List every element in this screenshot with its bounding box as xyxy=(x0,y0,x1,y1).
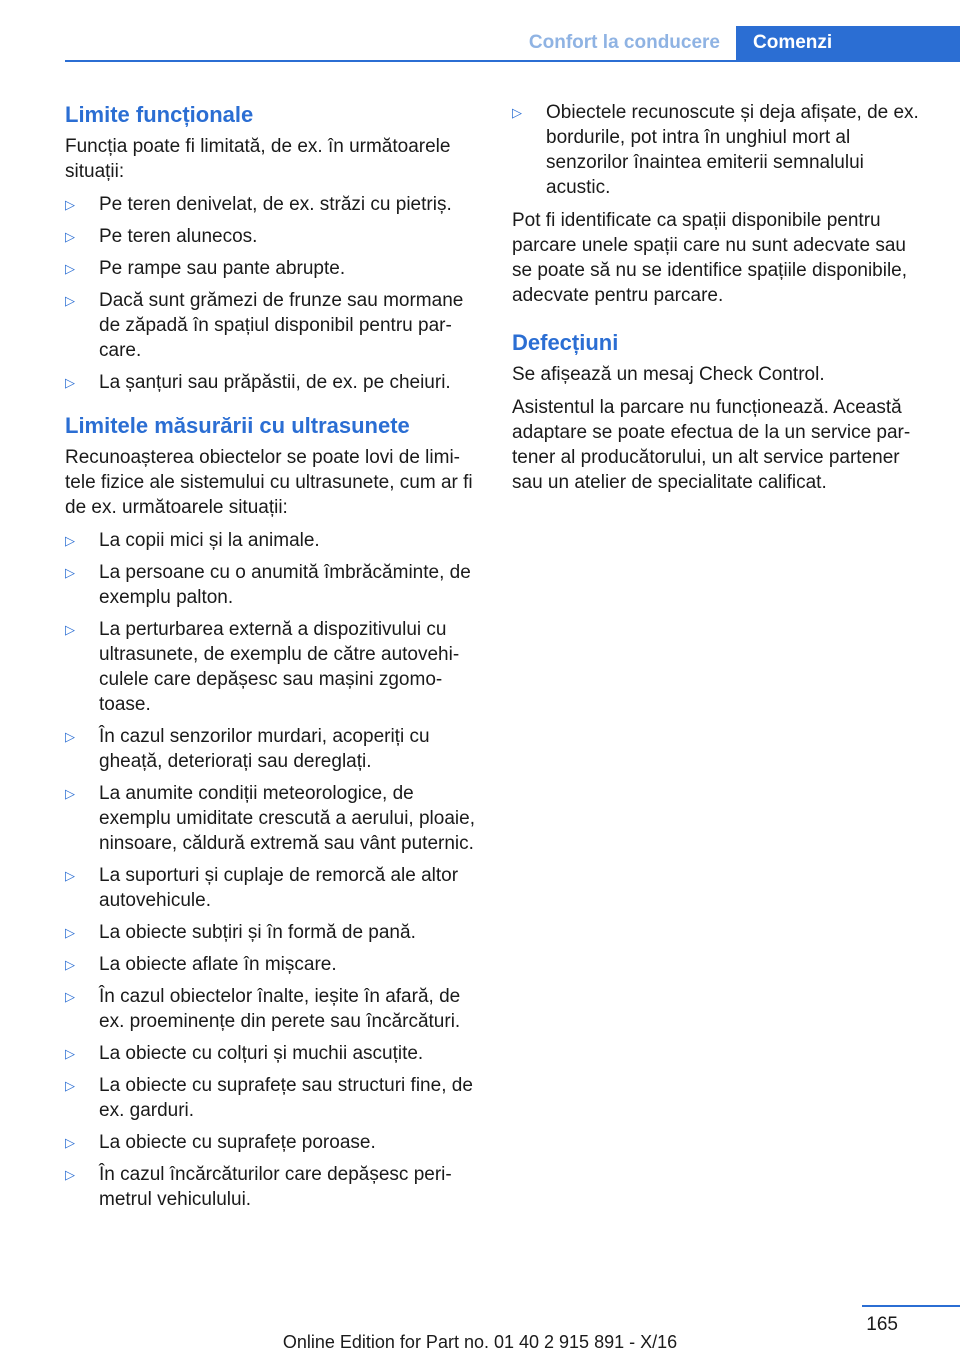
header-chapter-tab: Comenzi xyxy=(736,26,960,60)
list-item: ▷ La persoane cu o anumită îmbrăcăminte, de exemplu palton. xyxy=(65,562,471,608)
paragraph-check-control: Se afișează un mesaj Check Control. xyxy=(512,364,825,385)
paragraph-functional-limits: Funcția poate fi limitată, de ex. în următoarele situații: xyxy=(65,136,451,182)
triangle-bullet-icon: ▷ xyxy=(65,1167,75,1182)
triangle-bullet-icon: ▷ xyxy=(65,1135,75,1150)
triangle-bullet-icon: ▷ xyxy=(512,105,522,120)
list-item: ▷ La copii mici și la animale. xyxy=(65,530,320,551)
heading-malfunctions: Defecțiuni xyxy=(512,330,619,355)
triangle-bullet-icon: ▷ xyxy=(65,197,75,212)
triangle-bullet-icon: ▷ xyxy=(65,729,75,744)
left-column xyxy=(65,100,480,1220)
list-item: ▷ La perturbarea externă a dispozitivului cu ultrasunete, de exemplu de către autovehi-culele care depășesc sau mașini zgomo-toase. xyxy=(65,619,460,715)
triangle-bullet-icon: ▷ xyxy=(65,375,75,390)
list-item: ▷ În cazul senzorilor murdari, acoperiți cu gheață, deteriorați sau dereglați. xyxy=(65,726,430,772)
page-header xyxy=(0,0,960,62)
list-item: ▷ La obiecte cu colțuri și muchii ascuțite. xyxy=(65,1043,424,1064)
list-ultrasound-limits-continued xyxy=(512,100,930,200)
list-item: ▷ La suporturi și cuplaje de remorcă ale altor autovehicule. xyxy=(65,865,459,911)
header-section-title: Confort la conducere xyxy=(528,32,720,53)
right-column xyxy=(512,100,930,503)
paragraph-service-info: Asistentul la parcare nu funcționează. Această adaptare se poate efectua de la un service par-tener al producătorului, un alt service partener sau un atelier de specialitate calificat. xyxy=(512,397,911,493)
triangle-bullet-icon: ▷ xyxy=(65,622,75,637)
list-item: ▷ Pe rampe sau pante abrupte. xyxy=(65,258,346,279)
list-item: ▷ La obiecte subțiri și în formă de pană. xyxy=(65,922,416,943)
footer-divider xyxy=(862,1305,960,1307)
list-item: ▷ Obiectele recunoscute și deja afișate, de ex. bordurile, pot intra în unghiul mort al senzorilor înaintea emiterii semnalului acustic. xyxy=(512,102,919,198)
triangle-bullet-icon: ▷ xyxy=(65,925,75,940)
header-divider xyxy=(65,60,960,62)
list-item: ▷ La obiecte aflate în mișcare. xyxy=(65,954,337,975)
triangle-bullet-icon: ▷ xyxy=(65,229,75,244)
list-item: ▷ La obiecte cu suprafețe poroase. xyxy=(65,1132,376,1153)
list-item: ▷ În cazul încărcăturilor care depășesc peri-metrul vehiculului. xyxy=(65,1164,452,1210)
triangle-bullet-icon: ▷ xyxy=(65,786,75,801)
list-item: ▷ În cazul obiectelor înalte, ieșite în afară, de ex. proeminențe din perete sau încărcături. xyxy=(65,986,461,1032)
triangle-bullet-icon: ▷ xyxy=(65,261,75,276)
triangle-bullet-icon: ▷ xyxy=(65,293,75,308)
triangle-bullet-icon: ▷ xyxy=(65,1078,75,1093)
triangle-bullet-icon: ▷ xyxy=(65,1046,75,1061)
page-number: 165 xyxy=(866,1314,898,1335)
list-item: ▷ Pe teren alunecos. xyxy=(65,226,258,247)
list-item: ▷ La anumite condiții meteorologice, de exemplu umiditate crescută a aerului, ploaie, ninsoare, căldură extremă sau vânt puternic. xyxy=(65,783,475,854)
list-functional-limits xyxy=(65,192,480,395)
list-item: ▷ Pe teren denivelat, de ex. străzi cu pietriș. xyxy=(65,194,452,215)
triangle-bullet-icon: ▷ xyxy=(65,989,75,1004)
heading-ultrasound-limits: Limitele măsurării cu ultrasunete xyxy=(65,413,410,438)
triangle-bullet-icon: ▷ xyxy=(65,957,75,972)
triangle-bullet-icon: ▷ xyxy=(65,533,75,548)
paragraph-parking-spaces: Pot fi identificate ca spații disponibile pentru parcare unele spații care nu sunt adecvate sau se poate să nu se identifice spațiile disponibile, adecvate pentru parcare. xyxy=(512,210,908,306)
list-ultrasound-limits xyxy=(65,528,480,1212)
triangle-bullet-icon: ▷ xyxy=(65,565,75,580)
list-item: ▷ La obiecte cu suprafețe sau structuri fine, de ex. garduri. xyxy=(65,1075,473,1121)
list-item: ▷ Dacă sunt grămezi de frunze sau mormane de zăpadă în spațiul disponibil pentru par-care. xyxy=(65,290,464,361)
triangle-bullet-icon: ▷ xyxy=(65,868,75,883)
paragraph-ultrasound-limits: Recunoașterea obiectelor se poate lovi de limi-tele fizice ale sistemului cu ultrasunete, cum ar fi de ex. următoarele situații: xyxy=(65,447,473,518)
heading-functional-limits: Limite funcționale xyxy=(65,102,254,127)
footer-edition: Online Edition for Part no. 01 40 2 915 891 - X/16 xyxy=(282,1332,678,1352)
list-item: ▷ La șanțuri sau prăpăstii, de ex. pe cheiuri. xyxy=(65,372,451,393)
